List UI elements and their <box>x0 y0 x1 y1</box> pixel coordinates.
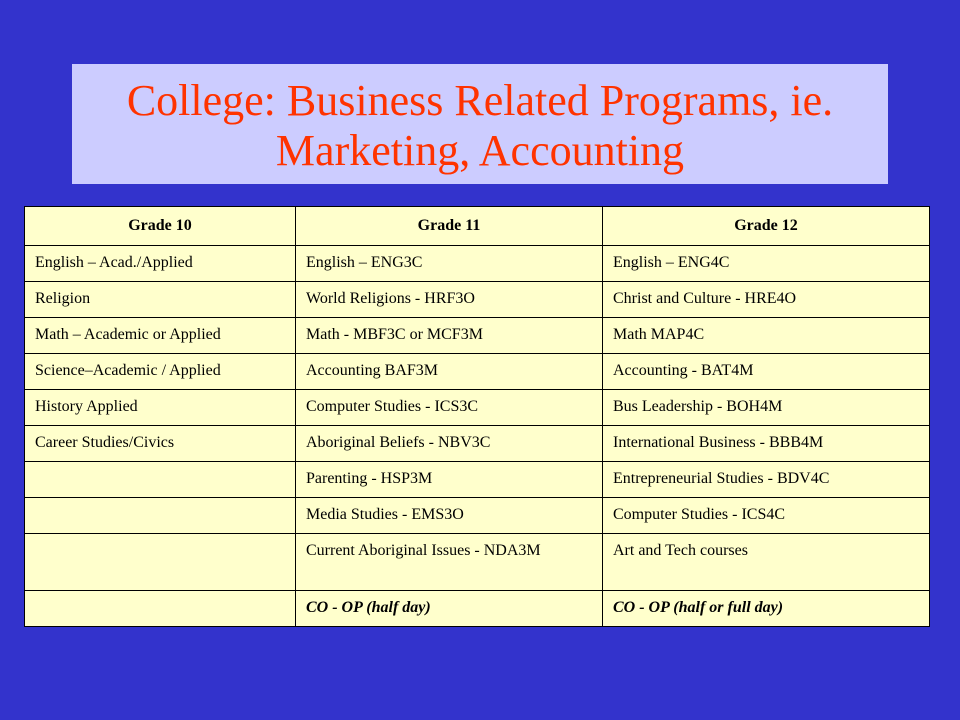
table-cell: Accounting - BAT4M <box>603 354 930 390</box>
table-row <box>25 426 930 462</box>
table-row <box>25 462 930 498</box>
table-cell <box>25 591 296 627</box>
table-row <box>25 498 930 534</box>
table-cell: World Religions - HRF3O <box>296 282 603 318</box>
table-cell: Media Studies - EMS3O <box>296 498 603 534</box>
table-cell: Entrepreneurial Studies - BDV4C <box>603 462 930 498</box>
table-cell: Science–Academic / Applied <box>25 354 296 390</box>
table-cell: English – ENG3C <box>296 246 603 282</box>
table-cell <box>25 498 296 534</box>
table-row <box>25 282 930 318</box>
table-cell: History Applied <box>25 390 296 426</box>
table-row <box>25 318 930 354</box>
table-cell: International Business - BBB4M <box>603 426 930 462</box>
table-cell: Religion <box>25 282 296 318</box>
slide-title-box <box>72 64 888 184</box>
table-cell-coop-grade-11: CO - OP (half day) <box>296 591 603 627</box>
header-grade-10: Grade 10 <box>25 207 296 246</box>
table-row <box>25 534 930 591</box>
table-cell <box>25 462 296 498</box>
table-cell: Parenting - HSP3M <box>296 462 603 498</box>
table-row <box>25 246 930 282</box>
table-cell: Bus Leadership - BOH4M <box>603 390 930 426</box>
table-cell: Math - MBF3C or MCF3M <box>296 318 603 354</box>
table-cell: Art and Tech courses <box>603 534 930 591</box>
table-cell: Computer Studies - ICS4C <box>603 498 930 534</box>
table-cell: Christ and Culture - HRE4O <box>603 282 930 318</box>
header-grade-11: Grade 11 <box>296 207 603 246</box>
course-table <box>24 206 930 627</box>
table-header-row <box>25 207 930 246</box>
table-cell: Career Studies/Civics <box>25 426 296 462</box>
table-cell: English – Acad./Applied <box>25 246 296 282</box>
table-cell: English – ENG4C <box>603 246 930 282</box>
table-cell: Accounting BAF3M <box>296 354 603 390</box>
table-cell: Computer Studies - ICS3C <box>296 390 603 426</box>
table-cell <box>25 534 296 591</box>
table-cell-coop-grade-12: CO - OP (half or full day) <box>603 591 930 627</box>
table-row <box>25 390 930 426</box>
table-row <box>25 591 930 627</box>
slide-title-line-1: College: Business Related Programs, ie. <box>126 76 834 125</box>
table-row <box>25 354 930 390</box>
table-cell: Aboriginal Beliefs - NBV3C <box>296 426 603 462</box>
table-cell: Math MAP4C <box>603 318 930 354</box>
header-grade-12: Grade 12 <box>603 207 930 246</box>
table-cell: Current Aboriginal Issues - NDA3M <box>296 534 603 591</box>
slide-title-line-2: Marketing, Accounting <box>275 126 685 175</box>
table-cell: Math – Academic or Applied <box>25 318 296 354</box>
